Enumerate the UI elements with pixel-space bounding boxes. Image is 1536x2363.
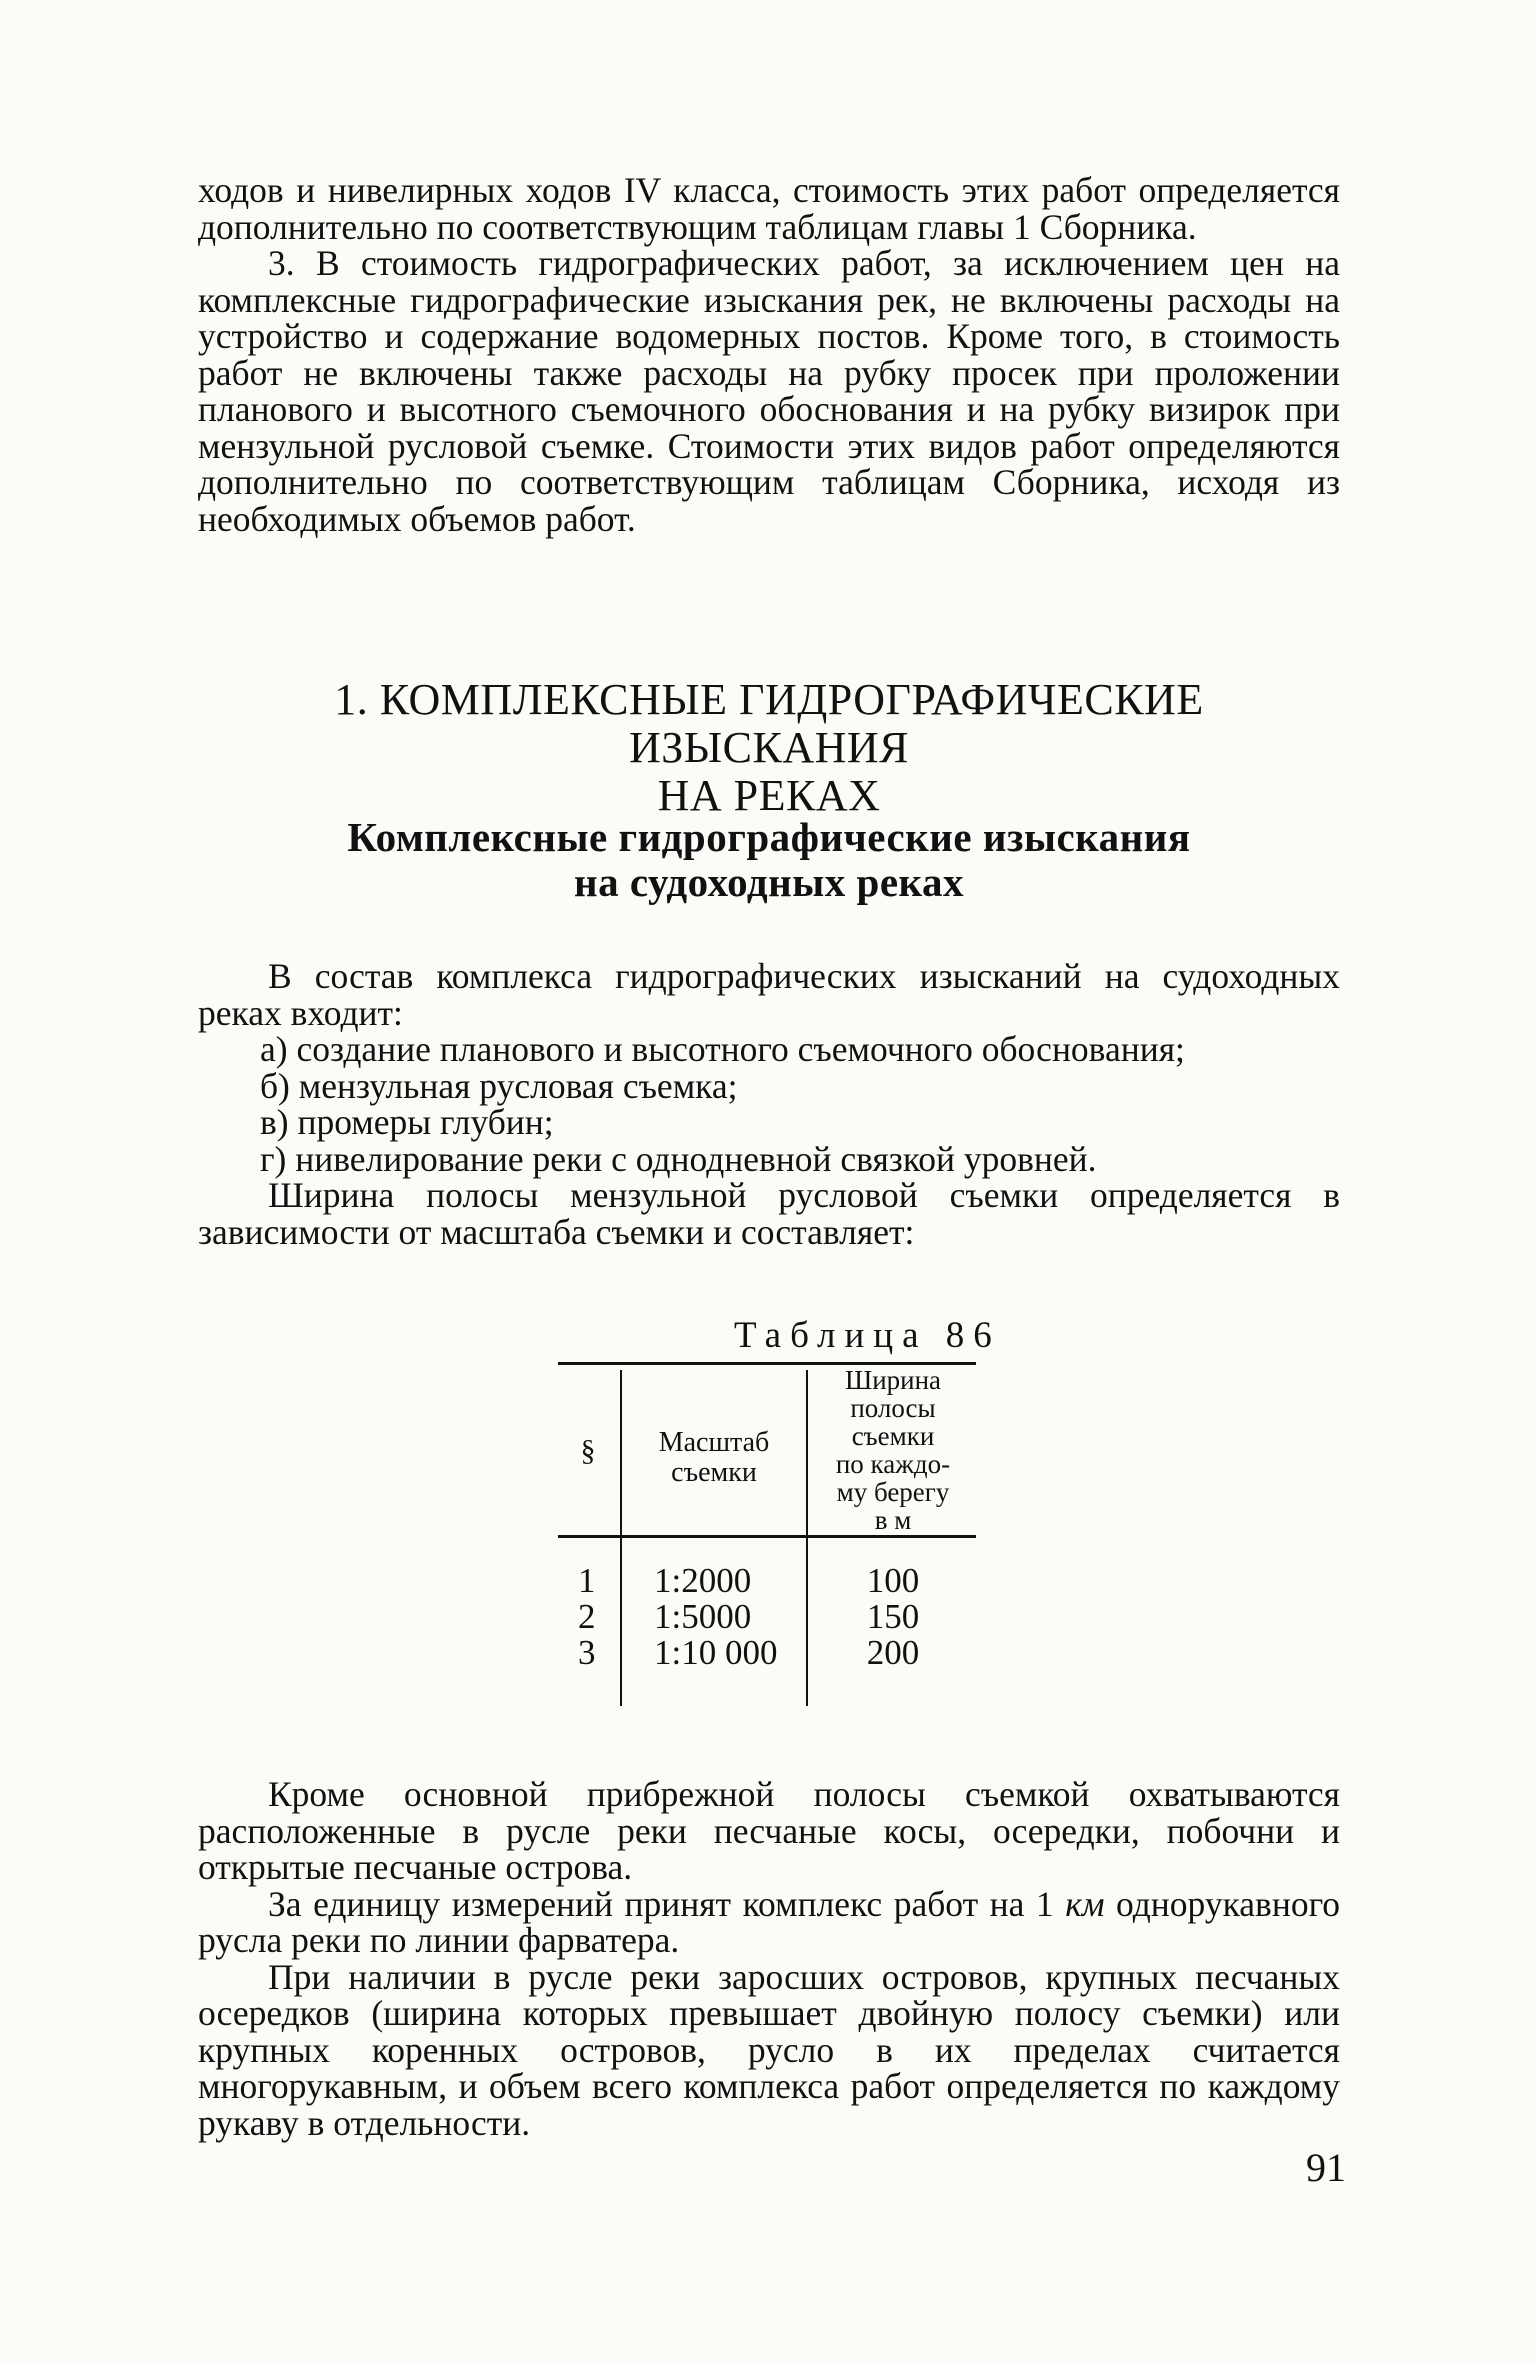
after-paragraph-2	[198, 1883, 1340, 1960]
after-table-text	[198, 1776, 1340, 2141]
page-number: 91	[1306, 2145, 1346, 2190]
table-row-2-scale: 1:5000	[654, 1597, 752, 1636]
header-width-line-4: по каждо-	[835, 1449, 951, 1479]
table-row-3-n: 3	[578, 1633, 596, 1672]
table-row-1-width: 100	[866, 1561, 920, 1600]
section-subtitle-line-1: Комплексные гидрографические изыскания	[347, 814, 1191, 860]
table-row-1-n: 1	[578, 1561, 596, 1600]
list-item-a: а) создание планового и высотного съемочного обоснования;	[260, 1029, 1185, 1069]
after-paragraph-1: Кроме основной прибрежной полосы съемкой охватываются расположенные в русле реки песчаные косы, осередки, побочни и открытые песчаные острова.	[198, 1774, 1340, 1887]
section-subtitle-line-2: на судоходных реках	[573, 859, 965, 905]
section-title-line-2: НА РЕКАХ	[657, 771, 881, 820]
header-width-line-3: съемки	[851, 1421, 935, 1451]
composition-intro: В состав комплекса гидрографических изысканий на судоходных реках входит:	[198, 956, 1340, 1033]
table-86	[558, 1362, 976, 1706]
section-subtitle	[198, 815, 1340, 905]
after-paragraph-2-end: однорукавного русла реки по линии фарватера.	[198, 1883, 1340, 1960]
table-row-2-n: 2	[578, 1597, 596, 1636]
header-scale-line-1: Масштаб	[658, 1427, 770, 1458]
width-note: Ширина полосы мензульной русловой съемки определяется в зависимости от масштаба съемки и составляет:	[198, 1175, 1340, 1252]
table-vline-2	[806, 1370, 808, 1706]
list-item-b: б) мензульная русловая съемка;	[260, 1065, 738, 1106]
header-width-line-1: Ширина	[844, 1365, 942, 1395]
header-section-symbol: §	[580, 1434, 596, 1467]
table-row-1-scale: 1:2000	[654, 1561, 752, 1600]
header-width-line-2: полосы	[850, 1393, 936, 1423]
section-title	[198, 676, 1340, 820]
intro-paragraph-1: ходов и нивелирных ходов IV класса, стоимость этих работ определяется дополнительно по соответствующим таблицам главы 1 Сборника.	[198, 170, 1340, 247]
header-width	[810, 1366, 976, 1534]
header-scale	[624, 1428, 804, 1488]
col-width	[810, 1563, 976, 1671]
unit-km: км	[1065, 1883, 1105, 1924]
header-scale-line-2: съемки	[671, 1457, 757, 1488]
list-item-c: в) промеры глубин;	[260, 1102, 554, 1142]
intro-text	[198, 172, 1340, 537]
intro-paragraph-2: 3. В стоимость гидрографических работ, за исключением цен на комплексные гидрографические изыскания рек, не включены расходы на устройство и содержание водомерных постов. Кроме того, в стоимость работ не включены также расходы на рубку просек при проложении планового и высотного съемочного обоснования и на рубку визирок при мензульной русловой съемке. Стоимости этих видов работ определяются дополнительно по соответствующим таблицам Сборника, исходя из необходимых объемов работ.	[198, 243, 1340, 539]
table-row-3-width: 200	[866, 1633, 920, 1672]
after-paragraph-3: При наличии в русле реки заросших островов, крупных песчаных осередков (ширина которых превышает двойную полосу съемки) или крупных коренных островов, русло в их пределах считается многорукавным, и объем всего комплекса работ определяется по каждому рукаву в отдельности.	[198, 1956, 1340, 2143]
composition-text	[198, 958, 1340, 1250]
header-width-line-5: му берегу	[836, 1477, 950, 1507]
col-number	[578, 1563, 608, 1671]
table-caption: Таблица 86	[734, 1315, 1001, 1356]
table-row-2-width: 150	[866, 1597, 920, 1636]
table-vline-1	[620, 1370, 622, 1706]
header-width-line-6: в м	[874, 1505, 912, 1535]
col-scale	[654, 1563, 804, 1671]
after-paragraph-2-start: За единицу измерений принят комплекс работ на 1	[268, 1883, 1066, 1924]
list-item-d: г) нивелирование реки с однодневной связкой уровней.	[260, 1138, 1097, 1179]
table-row-3-scale: 1:10 000	[654, 1633, 778, 1672]
section-title-line-1: 1. КОМПЛЕКСНЫЕ ГИДРОГРАФИЧЕСКИЕ ИЗЫСКАНИЯ	[334, 675, 1204, 772]
